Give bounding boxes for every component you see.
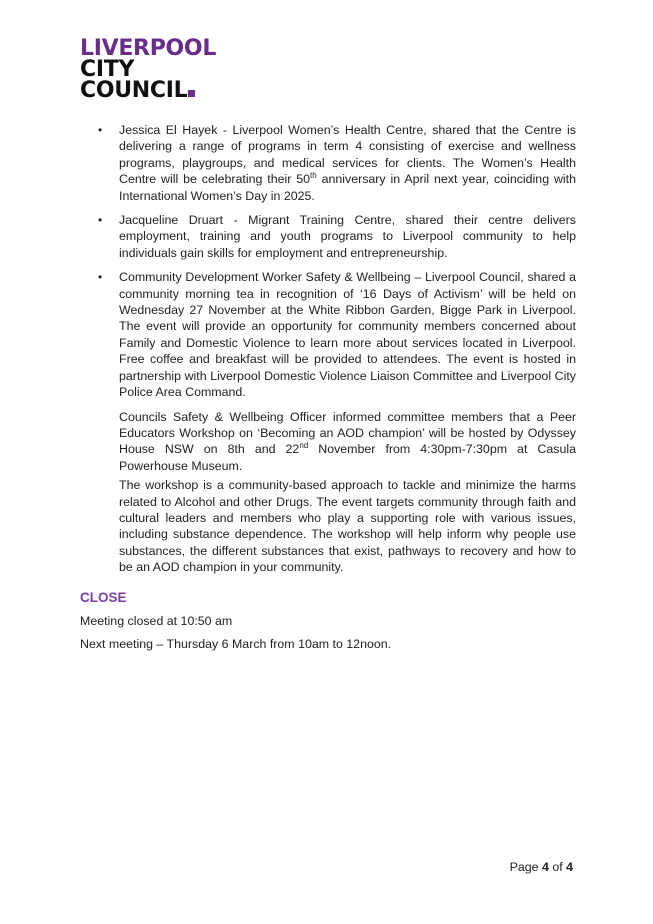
paragraph-tail: November from 4:30pm-7:30pm at Casula Powerhouse Museum. [119,442,576,473]
logo-line-1: LIVERPOOL [80,36,217,61]
list-item [80,122,576,204]
superscript: th [310,171,317,181]
item-text: Community Development Worker Safety & Wellbeing – Liverpool Council, shared a community morning tea in recognition of ‘16 Days of Activism’ will be held on Wednesday 27 November at the White Ribbon Garden, Bigge Park in Liverpool. The event will provide an opportunity for community members concerned about Family and Domestic Violence to learn more about services located in Liverpool. Free coffee and breakfast will be provided to attendees. The event is hosted in partnership with Liverpool Domestic Violence Liaison Committee and Liverpool City Police Area Command. [119,270,576,400]
page-number [510,860,573,874]
close-heading: CLOSE [80,590,127,605]
bullet-icon: • [98,123,103,137]
list-item [80,212,576,261]
list-item [80,269,576,400]
update-list [80,122,576,401]
document-body [80,122,576,576]
workshop-paragraph-2: The workshop is a community-based approach to tackle and minimize the harms related to Alcohol and other Drugs. The event targets community through faith and cultural leaders and members who play a supporting role with various issues, including substance dependence. The workshop will help inform why people use substances, the different substances that exist, pathways to recovery and how to be an AOD champion in your community. [119,478,576,575]
bullet-icon: • [98,213,103,228]
workshop-paragraphs [80,409,576,576]
item-text-tail: anniversary in April next year, coinciding with International Women’s Day in 2025. [119,172,576,203]
bullet-icon: • [98,270,103,285]
page-current: 4 [541,860,549,874]
logo-square-icon [188,90,195,97]
next-meeting-text: Next meeting – Thursday 6 March from 10am to 12noon. [80,637,392,651]
logo-line-3-text: COUNCIL [80,78,188,103]
superscript: nd [299,441,309,451]
page-prefix: Page [509,860,542,874]
logo-line-3 [80,80,216,101]
liverpool-city-council-logo [80,38,216,101]
logo-line-2: CITY [80,57,135,82]
page-of: of [548,860,567,874]
meeting-closed-text: Meeting closed at 10:50 am [80,614,233,628]
item-text-lead: Jessica El Hayek - Liverpool Women’s Health Centre, shared that the Centre is delivering a range of programs in term 4 consisting of exercise and wellness programs, playgroups, and medical services for clients. The Women’s Health Centre will be celebrating their 50 [119,123,576,187]
workshop-paragraph-1 [119,409,576,475]
page-total: 4 [566,860,573,874]
paragraph-lead: Councils Safety & Wellbeing Officer informed committee members that a Peer Educators Workshop on ‘Becoming an AOD champion’ will be hosted by Odyssey House NSW on 8th and 22 [119,409,576,457]
item-text: Jacqueline Druart - Migrant Training Centre, shared their centre delivers employment, training and youth programs to Liverpool community to help individuals gain skills for employment and entrepreneurship. [119,213,576,260]
